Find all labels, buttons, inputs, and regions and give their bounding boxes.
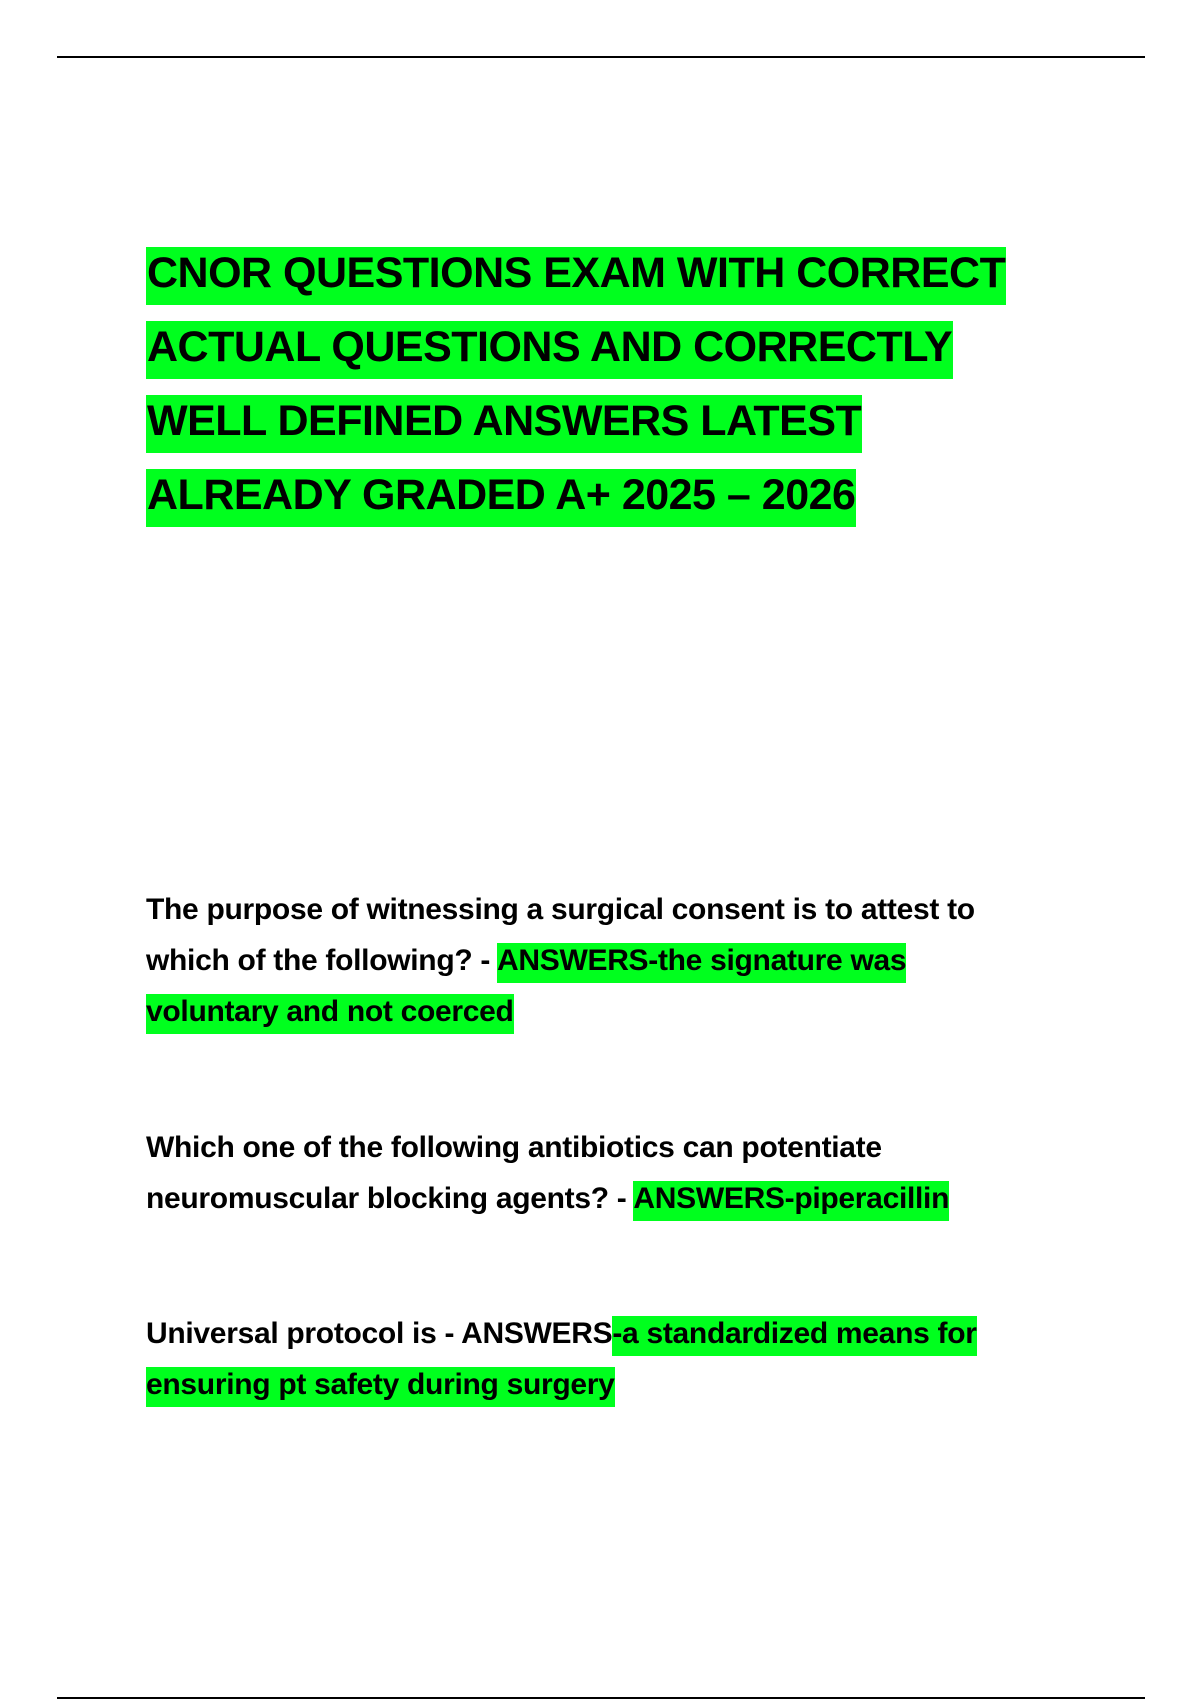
top-rule — [57, 56, 1145, 58]
qa-item-1 — [146, 884, 1046, 1037]
bottom-rule — [57, 1697, 1145, 1699]
title-highlight: CNOR QUESTIONS EXAM WITH CORRECT ACTUAL QUESTIONS AND CORRECTLY WELL DEFINED ANSWERS LATEST ALREADY GRADED A+ 2025 – 2026 — [146, 247, 1006, 527]
answer-text: ANSWERS-piperacillin — [633, 1181, 949, 1221]
answer-text: ANSWERS-the signature was voluntary and not coerced — [146, 943, 906, 1034]
question-text: The purpose of witnessing a surgical consent is to attest to which of the following? - — [146, 893, 975, 977]
qa-item-3 — [146, 1308, 1046, 1410]
question-text: Universal protocol is - ANSWERS — [146, 1317, 613, 1350]
document-title — [146, 236, 1046, 532]
answer-text: -a standardized means for ensuring pt safety during surgery — [146, 1316, 977, 1407]
qa-item-2 — [146, 1122, 1046, 1224]
question-text: Which one of the following antibiotics can potentiate neuromuscular blocking agents? - — [146, 1131, 882, 1215]
